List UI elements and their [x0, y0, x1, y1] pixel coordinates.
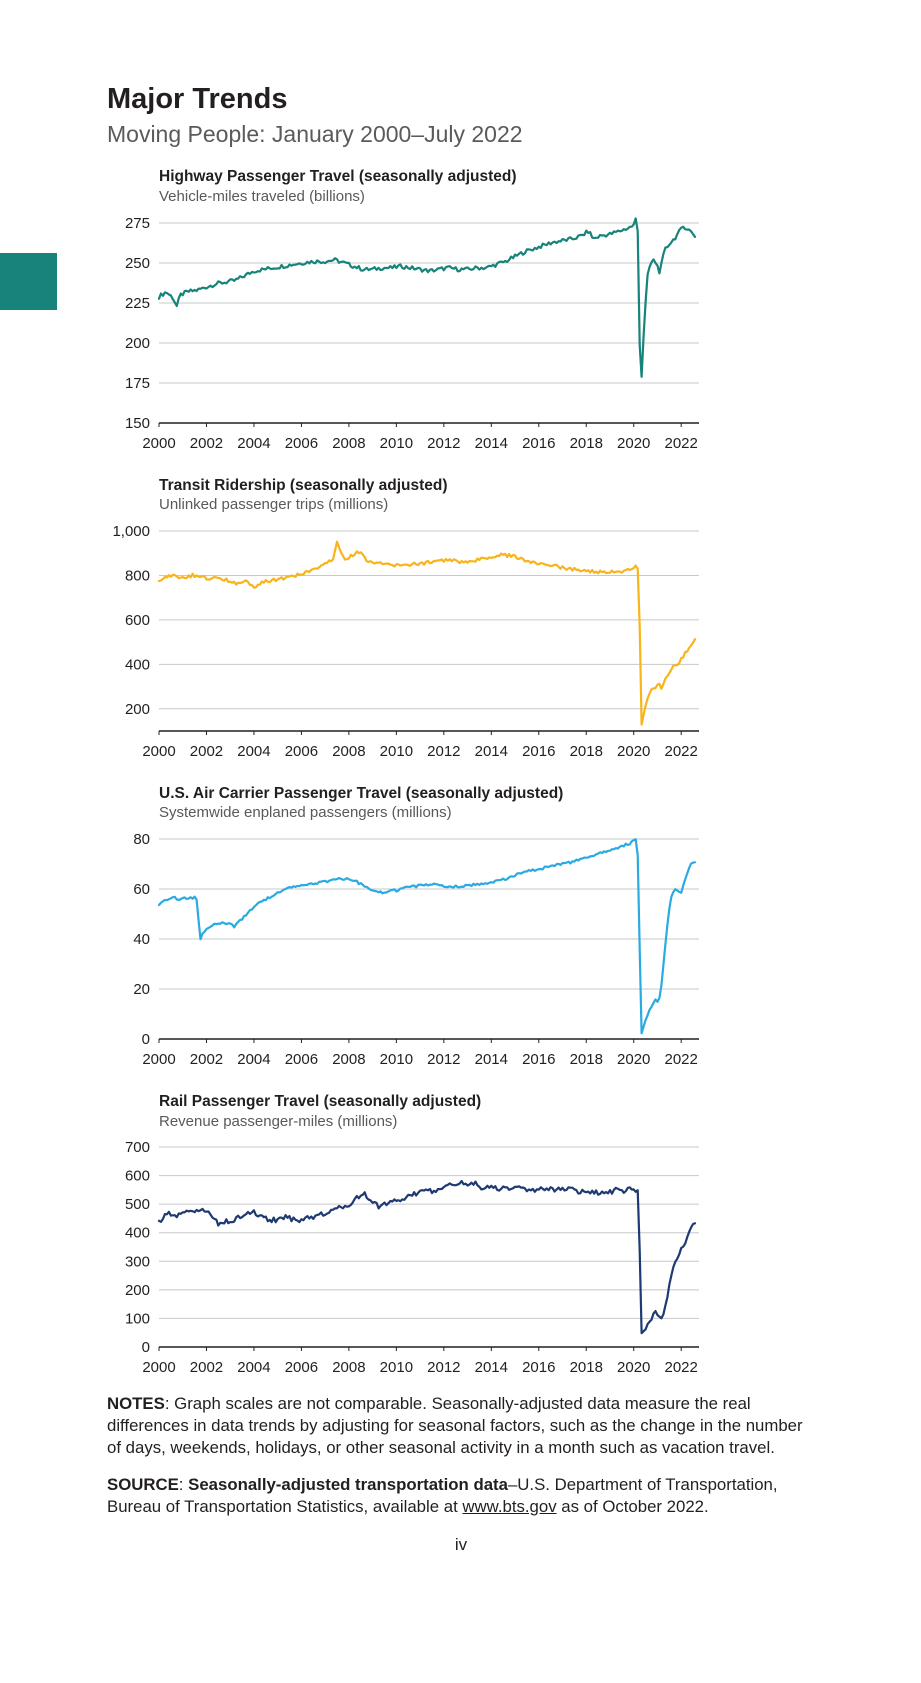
- highway-line-chart: [107, 207, 707, 457]
- x-tick-label: 2012: [427, 1359, 461, 1377]
- data-line: [159, 542, 695, 725]
- y-tick-label: 600: [124, 1167, 150, 1185]
- x-tick-label: 2022: [664, 434, 698, 452]
- x-tick-label: 2004: [237, 742, 271, 760]
- x-tick-label: 2002: [189, 742, 224, 760]
- transit-chart-title: Transit Ridership (seasonally adjusted): [159, 476, 448, 494]
- x-tick-label: 2010: [379, 434, 414, 452]
- data-line: [159, 839, 695, 1033]
- air-line-chart: [107, 823, 707, 1073]
- highway-chart-section: [107, 167, 815, 456]
- page-subtitle: Moving People: January 2000–July 2022: [107, 120, 523, 147]
- x-tick-label: 2010: [379, 742, 414, 760]
- x-tick-label: 2002: [189, 434, 224, 452]
- rail-chart-section: [107, 1092, 815, 1381]
- y-tick-label: 400: [124, 656, 150, 674]
- source-dataset-name: Seasonally-adjusted transportation data: [188, 1474, 508, 1494]
- x-tick-label: 2018: [569, 1051, 603, 1069]
- air-chart-title: U.S. Air Carrier Passenger Travel (seasonally adjusted): [159, 784, 564, 802]
- x-tick-label: 2014: [474, 1051, 508, 1069]
- section-tab: [0, 253, 57, 310]
- y-tick-label: 175: [124, 374, 150, 392]
- x-tick-label: 2022: [664, 1051, 698, 1069]
- x-tick-label: 2014: [474, 742, 508, 760]
- x-tick-label: 2006: [284, 434, 319, 452]
- transit-line-chart: [107, 515, 707, 765]
- x-tick-label: 2008: [332, 742, 366, 760]
- source-text-2: as of October 2022.: [556, 1496, 709, 1516]
- x-tick-label: 2014: [474, 1359, 508, 1377]
- y-tick-label: 800: [124, 567, 150, 585]
- x-tick-label: 2014: [474, 434, 508, 452]
- x-tick-label: 2008: [332, 1051, 366, 1069]
- x-tick-label: 2016: [522, 1051, 556, 1069]
- page-title: Major Trends: [107, 83, 288, 115]
- x-tick-label: 2008: [332, 1359, 366, 1377]
- y-tick-label: 80: [133, 831, 150, 849]
- rail-chart-ylabel: Revenue passenger-miles (millions): [159, 1112, 398, 1130]
- x-tick-label: 2020: [617, 742, 651, 760]
- x-tick-label: 2006: [284, 1359, 319, 1377]
- x-tick-label: 2000: [142, 1359, 176, 1377]
- x-tick-label: 2016: [522, 1359, 556, 1377]
- x-tick-label: 2020: [617, 1359, 651, 1377]
- x-tick-label: 2012: [427, 742, 461, 760]
- y-tick-label: 200: [124, 334, 150, 352]
- y-tick-label: 40: [133, 931, 150, 949]
- x-tick-label: 2000: [142, 742, 176, 760]
- source-separator: :: [178, 1474, 189, 1494]
- y-tick-label: 1,000: [112, 522, 150, 540]
- y-tick-label: 400: [124, 1225, 150, 1243]
- source-text-1: –U.S. Department of Transportation, Bureau of Transportation Statistics, available at: [107, 1474, 778, 1516]
- notes-text: : Graph scales are not comparable. Seasonally-adjusted data measure the real differences in data trends by adjusting for seasonal factors, such as the change in the number of days, weekends, holidays, or other seasonal activity in a month such as vacation travel.: [107, 1394, 803, 1457]
- y-tick-label: 0: [141, 1339, 150, 1357]
- x-tick-label: 2006: [284, 742, 319, 760]
- x-tick-label: 2016: [522, 742, 556, 760]
- notes-paragraph: [107, 1393, 815, 1458]
- x-tick-label: 2004: [237, 1051, 271, 1069]
- x-tick-label: 2012: [427, 1051, 461, 1069]
- rail-chart-title: Rail Passenger Travel (seasonally adjusted): [159, 1093, 482, 1111]
- x-tick-label: 2020: [617, 434, 651, 452]
- highway-chart-ylabel: Vehicle-miles traveled (billions): [159, 187, 365, 205]
- y-tick-label: 500: [124, 1196, 150, 1214]
- x-tick-label: 2006: [284, 1051, 319, 1069]
- y-tick-label: 150: [124, 414, 150, 432]
- transit-chart-ylabel: Unlinked passenger trips (millions): [159, 496, 389, 514]
- y-tick-label: 275: [124, 214, 150, 232]
- highway-chart-title: Highway Passenger Travel (seasonally adjusted): [159, 168, 517, 186]
- x-tick-label: 2002: [189, 1051, 224, 1069]
- y-tick-label: 250: [124, 254, 150, 272]
- x-tick-label: 2010: [379, 1051, 414, 1069]
- x-tick-label: 2010: [379, 1359, 414, 1377]
- air-chart-section: [107, 784, 815, 1073]
- x-tick-label: 2016: [522, 434, 556, 452]
- y-tick-label: 0: [141, 1031, 150, 1049]
- x-tick-label: 2022: [664, 1359, 698, 1377]
- x-tick-label: 2022: [664, 742, 698, 760]
- y-tick-label: 225: [124, 294, 150, 312]
- page-content: [107, 84, 815, 1555]
- transit-chart-section: [107, 476, 815, 765]
- x-tick-label: 2012: [427, 434, 461, 452]
- x-tick-label: 2002: [189, 1359, 224, 1377]
- air-chart-ylabel: Systemwide enplaned passengers (millions): [159, 804, 452, 822]
- y-tick-label: 200: [124, 700, 150, 718]
- rail-line-chart: [107, 1131, 707, 1381]
- x-tick-label: 2018: [569, 1359, 603, 1377]
- source-paragraph: [107, 1474, 815, 1518]
- y-tick-label: 200: [124, 1282, 150, 1300]
- x-tick-label: 2018: [569, 742, 603, 760]
- page-number: iv: [454, 1535, 468, 1555]
- bts-link[interactable]: www.bts.gov: [462, 1496, 557, 1516]
- notes-label: NOTES: [107, 1394, 165, 1414]
- y-tick-label: 20: [133, 981, 150, 999]
- y-tick-label: 600: [124, 611, 150, 629]
- x-tick-label: 2000: [142, 434, 176, 452]
- x-tick-label: 2020: [617, 1051, 651, 1069]
- y-tick-label: 60: [133, 881, 150, 899]
- source-label: SOURCE: [107, 1474, 179, 1494]
- x-tick-label: 2004: [237, 1359, 271, 1377]
- y-tick-label: 700: [124, 1139, 150, 1157]
- y-tick-label: 300: [124, 1253, 150, 1271]
- data-line: [159, 218, 695, 376]
- x-tick-label: 2018: [569, 434, 603, 452]
- y-tick-label: 100: [124, 1310, 150, 1328]
- x-tick-label: 2004: [237, 434, 271, 452]
- x-tick-label: 2000: [142, 1051, 176, 1069]
- x-tick-label: 2008: [332, 434, 366, 452]
